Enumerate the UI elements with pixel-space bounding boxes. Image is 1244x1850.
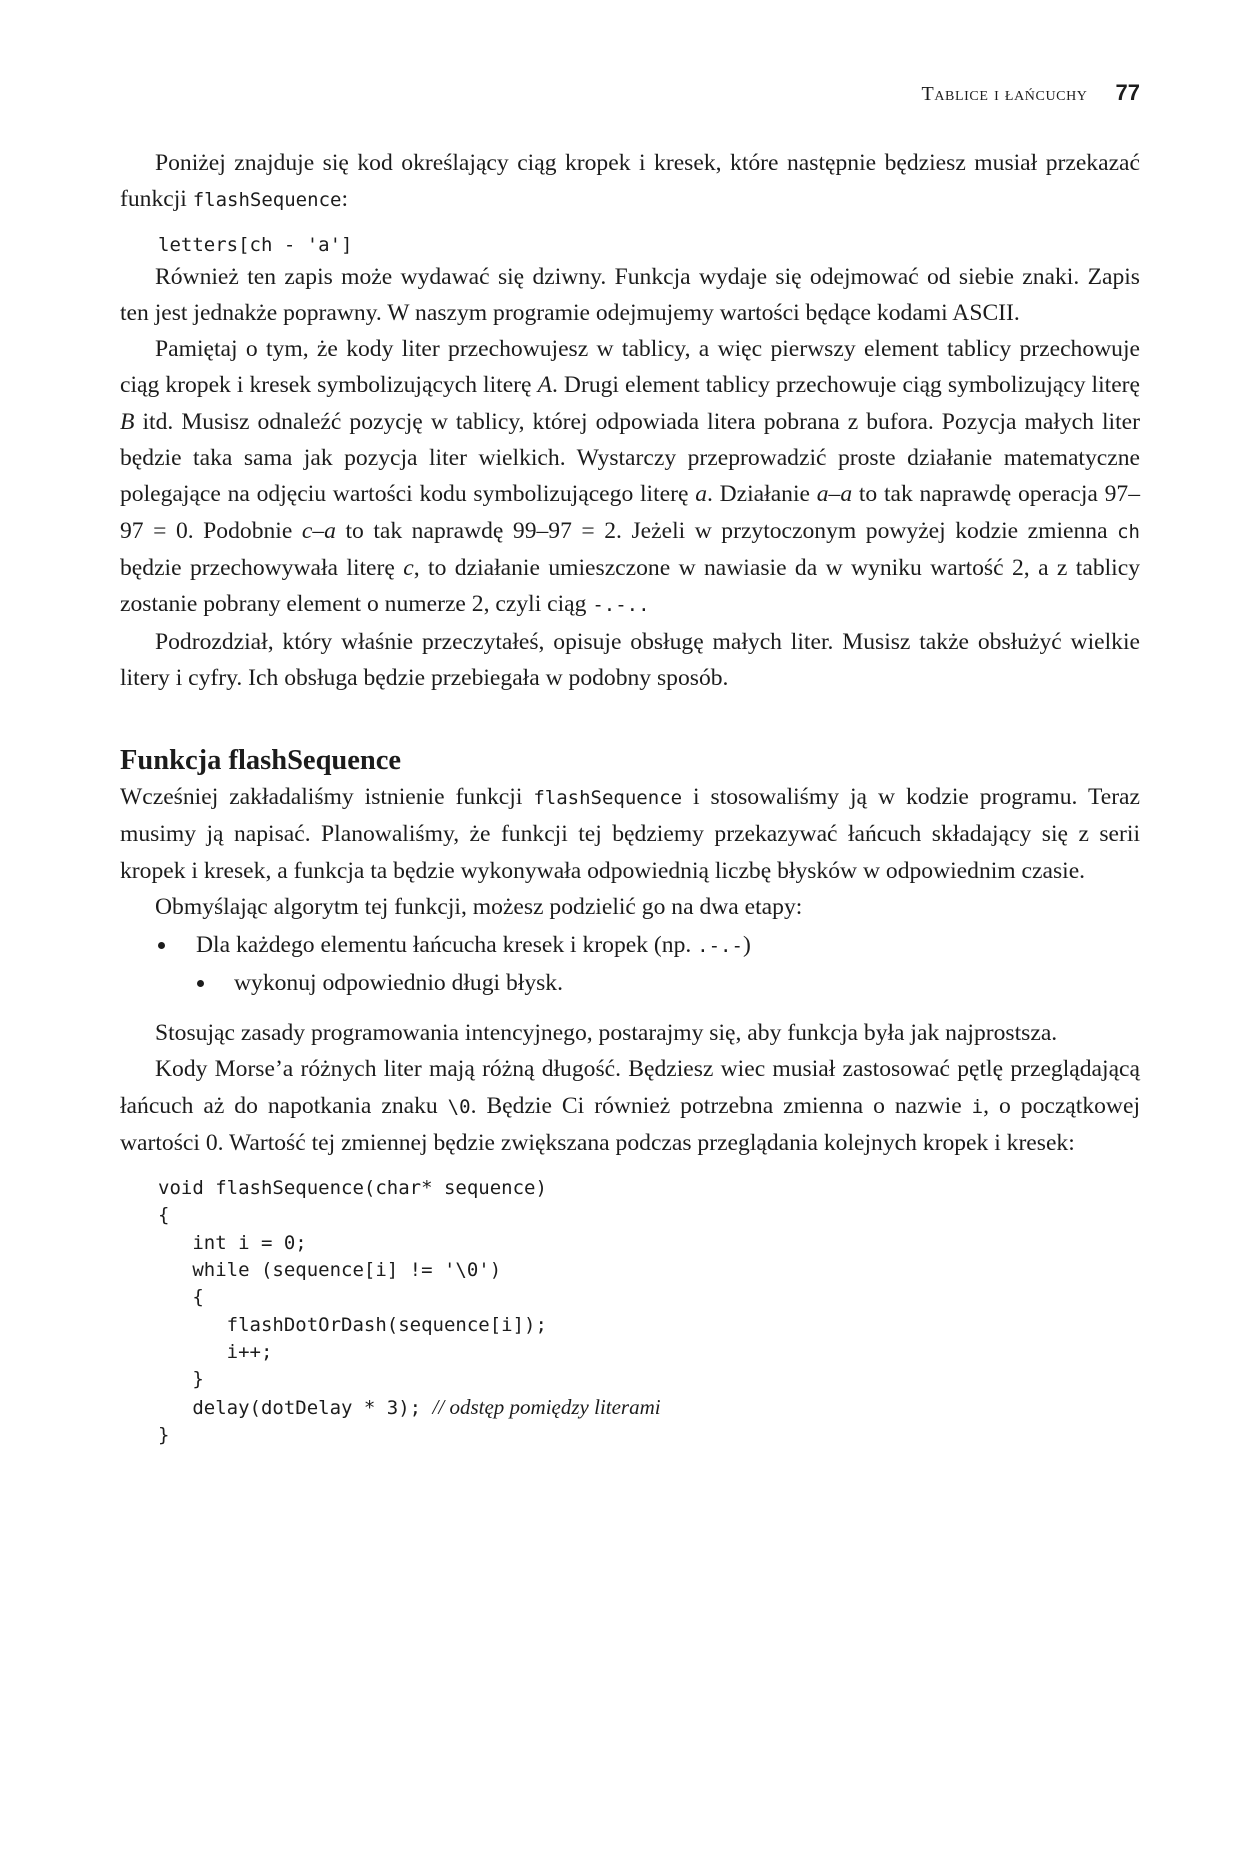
section-heading: Funkcja flashSequence	[120, 745, 402, 777]
code-line: }	[158, 1423, 170, 1446]
text-run: Dla każdego elementu łańcucha kresek i kropek (np.	[196, 932, 698, 959]
running-head	[922, 80, 1141, 106]
text-run: i stosowaliśmy ją w kodzie programu. Teraz musimy ją napisać. Planowaliśmy, że funkcji tej będziemy przekazywać łańcuch składający się z serii kropek i kresek, a funkcja ta będzie wykonywała odpowiednią liczbę błysków w odpowiednim czasie.	[120, 784, 1140, 884]
text-run: Kody Morse’a różnych liter mają różną długość. Będziesz wiec musiał zastosować pętlę przeglądającą łańcuch aż do napotkania znaku	[120, 1056, 1140, 1119]
code-line	[158, 1394, 1140, 1422]
section-paragraph-2: Obmyślając algorytm tej funkcji, możesz podzielić go na dwa etapy:	[155, 894, 803, 921]
code-text: delay(dotDelay * 3);	[158, 1396, 433, 1419]
inline-code: flashSequence	[192, 189, 342, 212]
text-run: . Drugi element tablicy przechowuje ciąg symbolizujący literę	[551, 372, 1141, 399]
text-run: itd. Musisz odnaleźć pozycję w tablicy, której odpowiada litera pobrana z bufora. Pozycja małych liter będzie taka sama jak pozycja liter wielkich. Wystarczy przeprowadzić proste działanie matematyczne polegające na odjęciu wartości kodu symbolizującego literę	[120, 408, 1140, 508]
paragraph-subtraction: Również ten zapis może wydawać się dziwny. Funkcja wydaje się odejmować od siebie znaki. Zapis ten jest jednakże poprawny. W naszym programie odejmujemy wartości będące kodami ASCII.	[120, 263, 1140, 326]
code-line: flashDotOrDash(sequence[i]);	[158, 1313, 547, 1336]
inline-code: -.-..	[592, 594, 650, 617]
bullet-icon	[197, 980, 204, 987]
text-run: :	[341, 186, 349, 213]
inline-code: .-.-	[697, 935, 743, 958]
text-run: Wcześniej zakładaliśmy istnienie funkcji	[120, 784, 534, 811]
paragraph-array-index	[120, 331, 1140, 623]
italic-text: B	[120, 408, 135, 435]
text-run: to tak naprawdę 99–97 = 2. Jeżeli w przytoczonym powyżej kodzie zmienna	[335, 517, 1118, 544]
code-line: while (sequence[i] != '\0')	[158, 1259, 502, 1282]
text-run: . Działanie	[706, 481, 817, 508]
text-run: Poniżej znajduje się kod określający ciąg kropek i kresek, które następnie będziesz musiał przekazać funkcji	[120, 150, 1140, 213]
page-body	[120, 145, 1140, 1449]
italic-text: c–a	[301, 517, 336, 544]
page-number: 77	[1115, 80, 1140, 105]
text-run: , o początkowej wartości 0. Wartość tej zmiennej będzie zwiększana podczas przeglądania kolejnych kropek i kresek:	[120, 1092, 1140, 1156]
text-run: będzie przechowywała literę	[120, 554, 404, 581]
bullet-icon	[158, 942, 165, 949]
italic-text: a–a	[816, 481, 853, 508]
inline-code: i	[971, 1095, 984, 1118]
code-line: i++;	[158, 1340, 273, 1363]
italic-text: c	[403, 554, 414, 581]
text-run: Pamiętaj o tym, że kody liter przechowujesz w tablicy, a więc pierwszy element tablicy przechowuje ciąg kropek i kresek symbolizujących literę	[120, 336, 1140, 399]
section-paragraph-3: Stosując zasady programowania intencyjnego, postarajmy się, aby funkcja była jak najprostsza.	[155, 1019, 1058, 1046]
code-snippet: letters[ch - 'a']	[158, 233, 353, 256]
text-run: . Będzie Ci również potrzebna zmienna o nazwie	[470, 1092, 972, 1119]
code-listing	[158, 1175, 1140, 1449]
code-line: {	[158, 1204, 170, 1227]
text-run: to tak naprawdę operacja 97–97 = 0. Podobnie	[120, 481, 1140, 544]
section-flashsequence	[120, 743, 1140, 1449]
chapter-title: Tablice i łańcuchy	[921, 83, 1088, 105]
inline-code: flashSequence	[533, 787, 683, 810]
code-line: int i = 0;	[158, 1231, 307, 1254]
paragraph-uppercase: Podrozdział, który właśnie przeczytałeś, opisuje obsługę małych liter. Musisz także obsłużyć wielkie litery i cyfry. Ich obsługa będzie przebiegała w podobny sposób.	[120, 628, 1140, 691]
section-paragraph-4	[120, 1051, 1140, 1161]
code-line: {	[158, 1286, 204, 1309]
algorithm-list	[120, 927, 1140, 1001]
inline-code: ch	[1117, 520, 1140, 543]
text-run: )	[742, 932, 751, 959]
section-paragraph-1	[120, 779, 1140, 889]
text-run: wykonuj odpowiednio długi błysk.	[234, 969, 563, 996]
italic-text: A	[537, 372, 552, 399]
code-comment: // odstęp pomiędzy literami	[432, 1394, 661, 1419]
code-line: void flashSequence(char* sequence)	[158, 1177, 547, 1200]
text-run: , to działanie umieszczone w nawiasie da w wyniku wartość 2, a z tablicy zostanie pobrany element o numerze 2, czyli ciąg	[120, 554, 1141, 618]
list-item	[120, 927, 1140, 964]
list-item	[120, 965, 1140, 1001]
code-line: }	[158, 1368, 204, 1391]
italic-text: a	[695, 481, 707, 508]
intro-paragraph	[120, 145, 1140, 219]
inline-code: \0	[447, 1095, 471, 1118]
